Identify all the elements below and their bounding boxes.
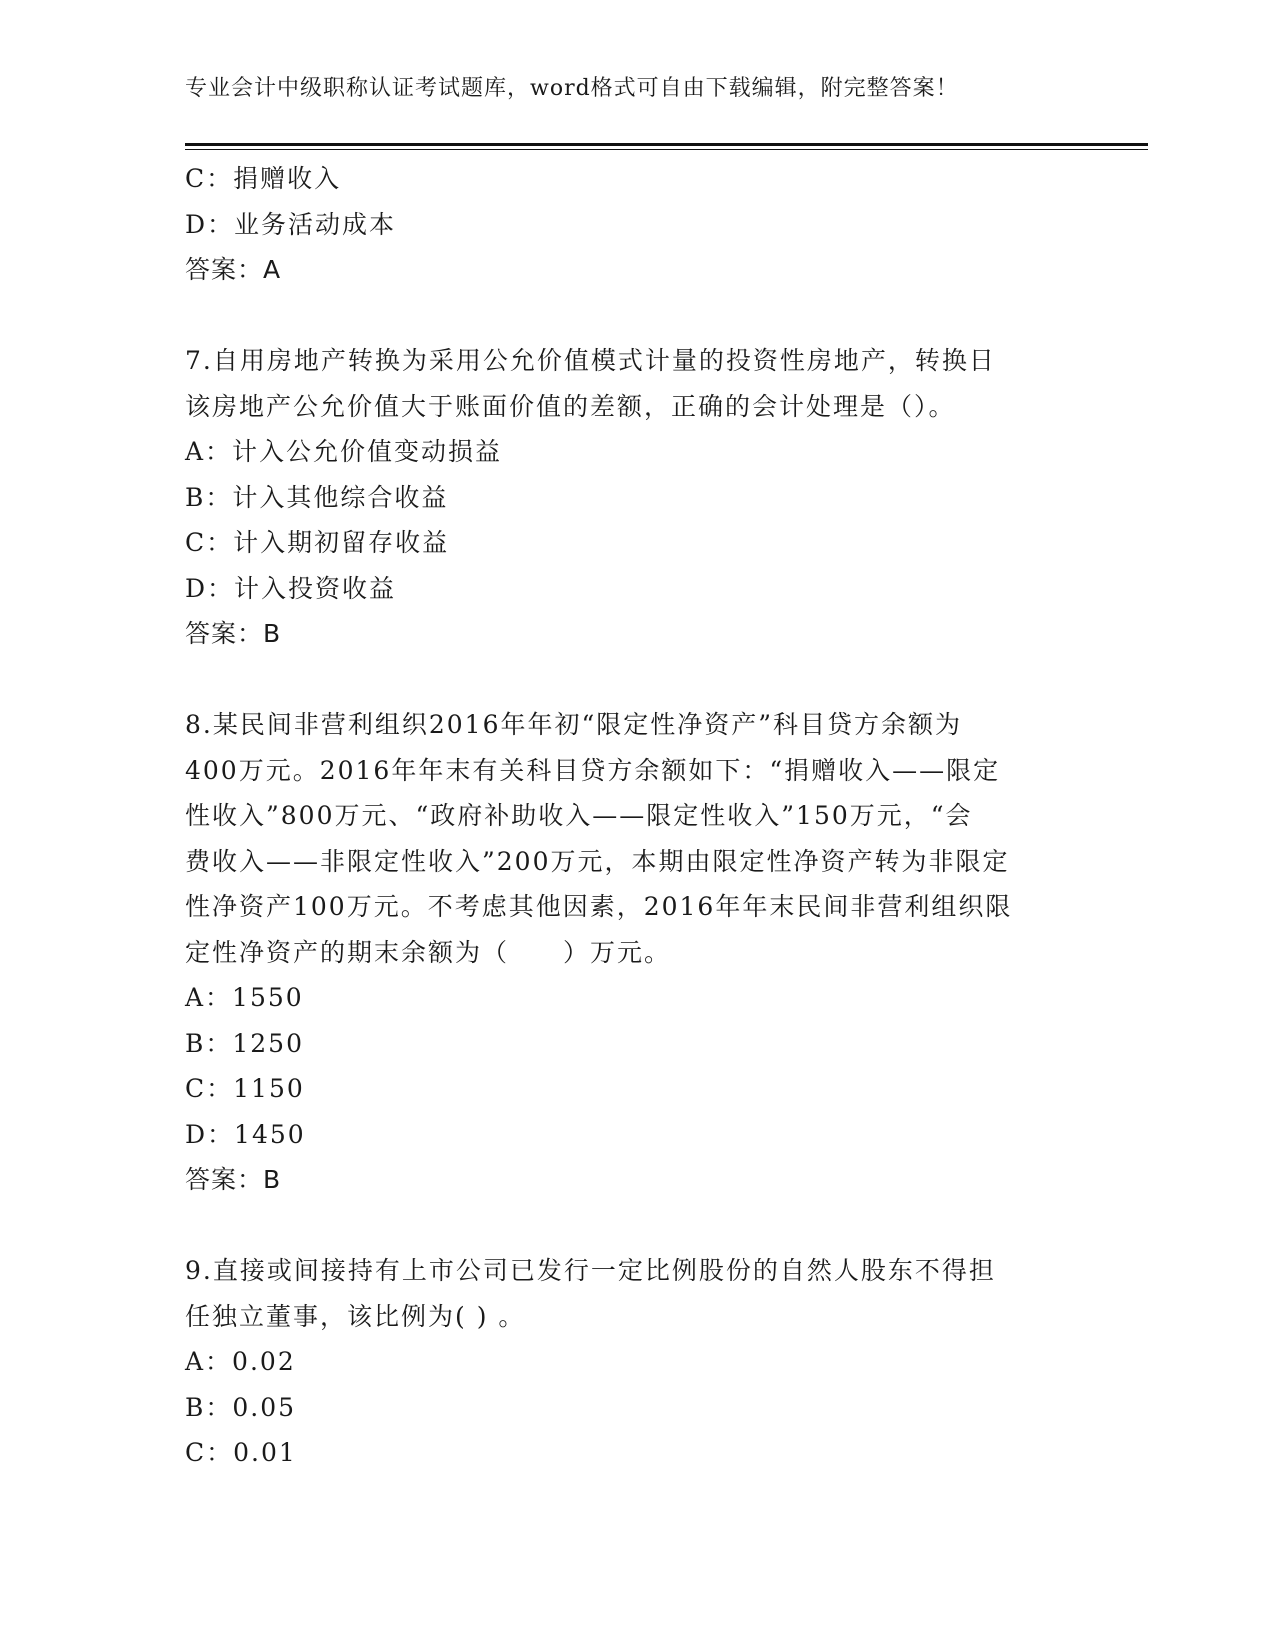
- option-b: B：计入其他综合收益: [185, 482, 449, 512]
- spacer: [185, 293, 1085, 339]
- option-c: C：1150: [185, 1074, 305, 1103]
- question-8-line-6: 定性净资产的期末余额为（ ）万元。: [185, 937, 672, 967]
- option-d: D：业务活动成本: [185, 209, 397, 239]
- header-rule-thick: [185, 143, 1148, 146]
- option-d: D：计入投资收益: [185, 573, 397, 603]
- answer-line: 答案：B: [185, 619, 282, 648]
- page-header-text: 专业会计中级职称认证考试题库，word格式可自由下载编辑，附完整答案！: [185, 76, 959, 101]
- spacer: [185, 657, 1085, 703]
- question-8-line-1: 8.某民间非营利组织2016年年初“限定性净资产”科目贷方余额为: [185, 710, 963, 739]
- option-c: C：0.01: [185, 1438, 297, 1467]
- option-d: D：1450: [185, 1119, 306, 1149]
- question-8-line-3: 性收入”800万元、“政府补助收入——限定性收入”150万元，“会: [185, 801, 973, 830]
- spacer: [185, 1203, 1085, 1249]
- question-7-line-1: 7.自用房地产转换为采用公允价值模式计量的投资性房地产，转换日: [185, 346, 996, 375]
- question-9-line-1: 9.直接或间接持有上市公司已发行一定比例股份的自然人股东不得担: [185, 1256, 996, 1285]
- question-content: [185, 156, 1085, 1476]
- answer-line: 答案：A: [185, 255, 282, 284]
- question-9-line-2: 任独立董事，该比例为( ) 。: [185, 1301, 526, 1331]
- question-8-line-5: 性净资产100万元。不考虑其他因素，2016年年末民间非营利组织限: [185, 892, 1013, 921]
- option-b: B：0.05: [185, 1392, 297, 1422]
- header-rule-thin: [185, 149, 1148, 150]
- option-a: A：1550: [185, 983, 304, 1012]
- question-8-line-2: 400万元。2016年年末有关科目贷方余额如下：“捐赠收入——限定: [185, 755, 1001, 785]
- answer-line: 答案：B: [185, 1165, 282, 1194]
- question-8-line-4: 费收入——非限定性收入”200万元，本期由限定性净资产转为非限定: [185, 846, 1010, 876]
- option-a: A：计入公允价值变动损益: [185, 437, 503, 466]
- option-a: A：0.02: [185, 1347, 296, 1376]
- option-c: C：捐赠收入: [185, 164, 342, 193]
- question-7-line-2: 该房地产公允价值大于账面价值的差额，正确的会计处理是（）。: [185, 391, 956, 421]
- option-c: C：计入期初留存收益: [185, 528, 450, 557]
- option-b: B：1250: [185, 1028, 304, 1058]
